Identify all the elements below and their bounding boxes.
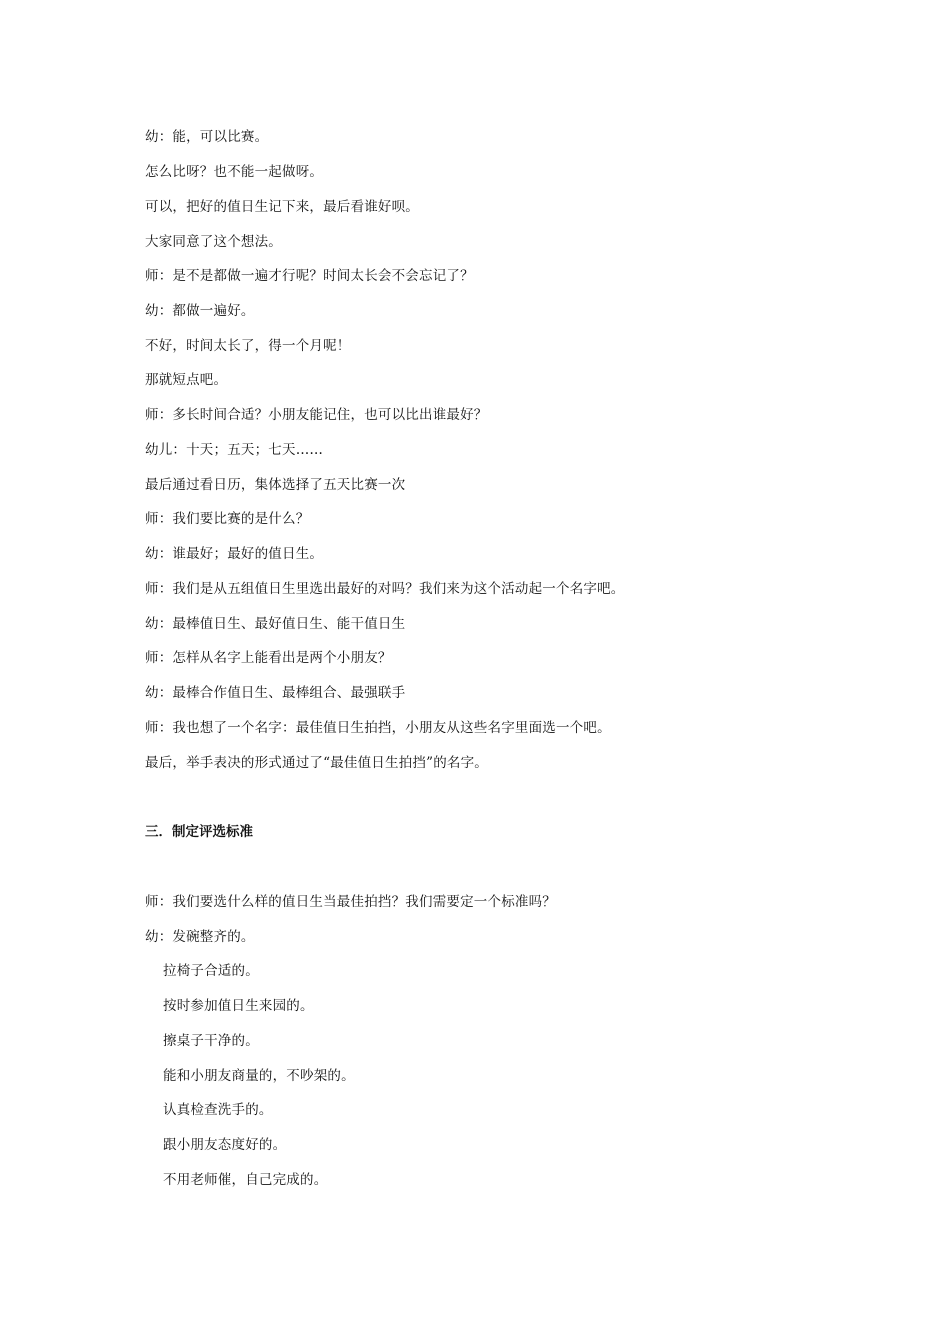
text-line: 最后通过看日历，集体选择了五天比赛一次 [145,477,406,493]
text-line: 幼：发碗整齐的。 [145,929,255,945]
text-line: 幼儿：十天；五天；七天…… [145,442,324,458]
text-line: 师：我们要比赛的是什么？ [145,511,310,527]
list-item: 跟小朋友态度好的。 [163,1137,287,1153]
list-item: 认真检查洗手的。 [163,1102,273,1118]
text-line: 师：怎样从名字上能看出是两个小朋友？ [145,650,392,666]
text-line: 幼：谁最好；最好的值日生。 [145,546,324,562]
text-line: 幼：能，可以比赛。 [145,129,269,145]
list-item: 拉椅子合适的。 [163,963,259,979]
text-line: 那就短点吧。 [145,372,228,388]
text-line: 幼：最棒合作值日生、最棒组合、最强联手 [145,685,406,701]
text-line: 师：我们是从五组值日生里选出最好的对吗？我们来为这个活动起一个名字吧。 [145,581,625,597]
text-line: 幼：最棒值日生、最好值日生、能干值日生 [145,616,406,632]
text-line: 师：多长时间合适？小朋友能记住，也可以比出谁最好？ [145,407,488,423]
text-line: 师：我们要选什么样的值日生当最佳拍挡？我们需要定一个标准吗？ [145,894,556,910]
text-line: 师：我也想了一个名字：最佳值日生拍挡，小朋友从这些名字里面选一个吧。 [145,720,611,736]
text-line: 怎么比呀？也不能一起做呀。 [145,164,324,180]
text-line: 幼：都做一遍好。 [145,303,255,319]
text-line: 师：是不是都做一遍才行呢？时间太长会不会忘记了？ [145,268,474,284]
section-heading: 三．制定评选标准 [145,824,253,840]
text-line: 大家同意了这个想法。 [145,234,282,250]
text-line: 最后，举手表决的形式通过了“最佳值日生拍挡”的名字。 [145,755,489,771]
text-line: 不好，时间太长了，得一个月呢！ [145,338,351,354]
text-line: 可以，把好的值日生记下来，最后看谁好呗。 [145,199,419,215]
list-item: 按时参加值日生来园的。 [163,998,314,1014]
list-item: 擦桌子干净的。 [163,1033,259,1049]
list-item: 不用老师催，自己完成的。 [163,1172,328,1188]
list-item: 能和小朋友商量的，不吵架的。 [163,1068,355,1084]
